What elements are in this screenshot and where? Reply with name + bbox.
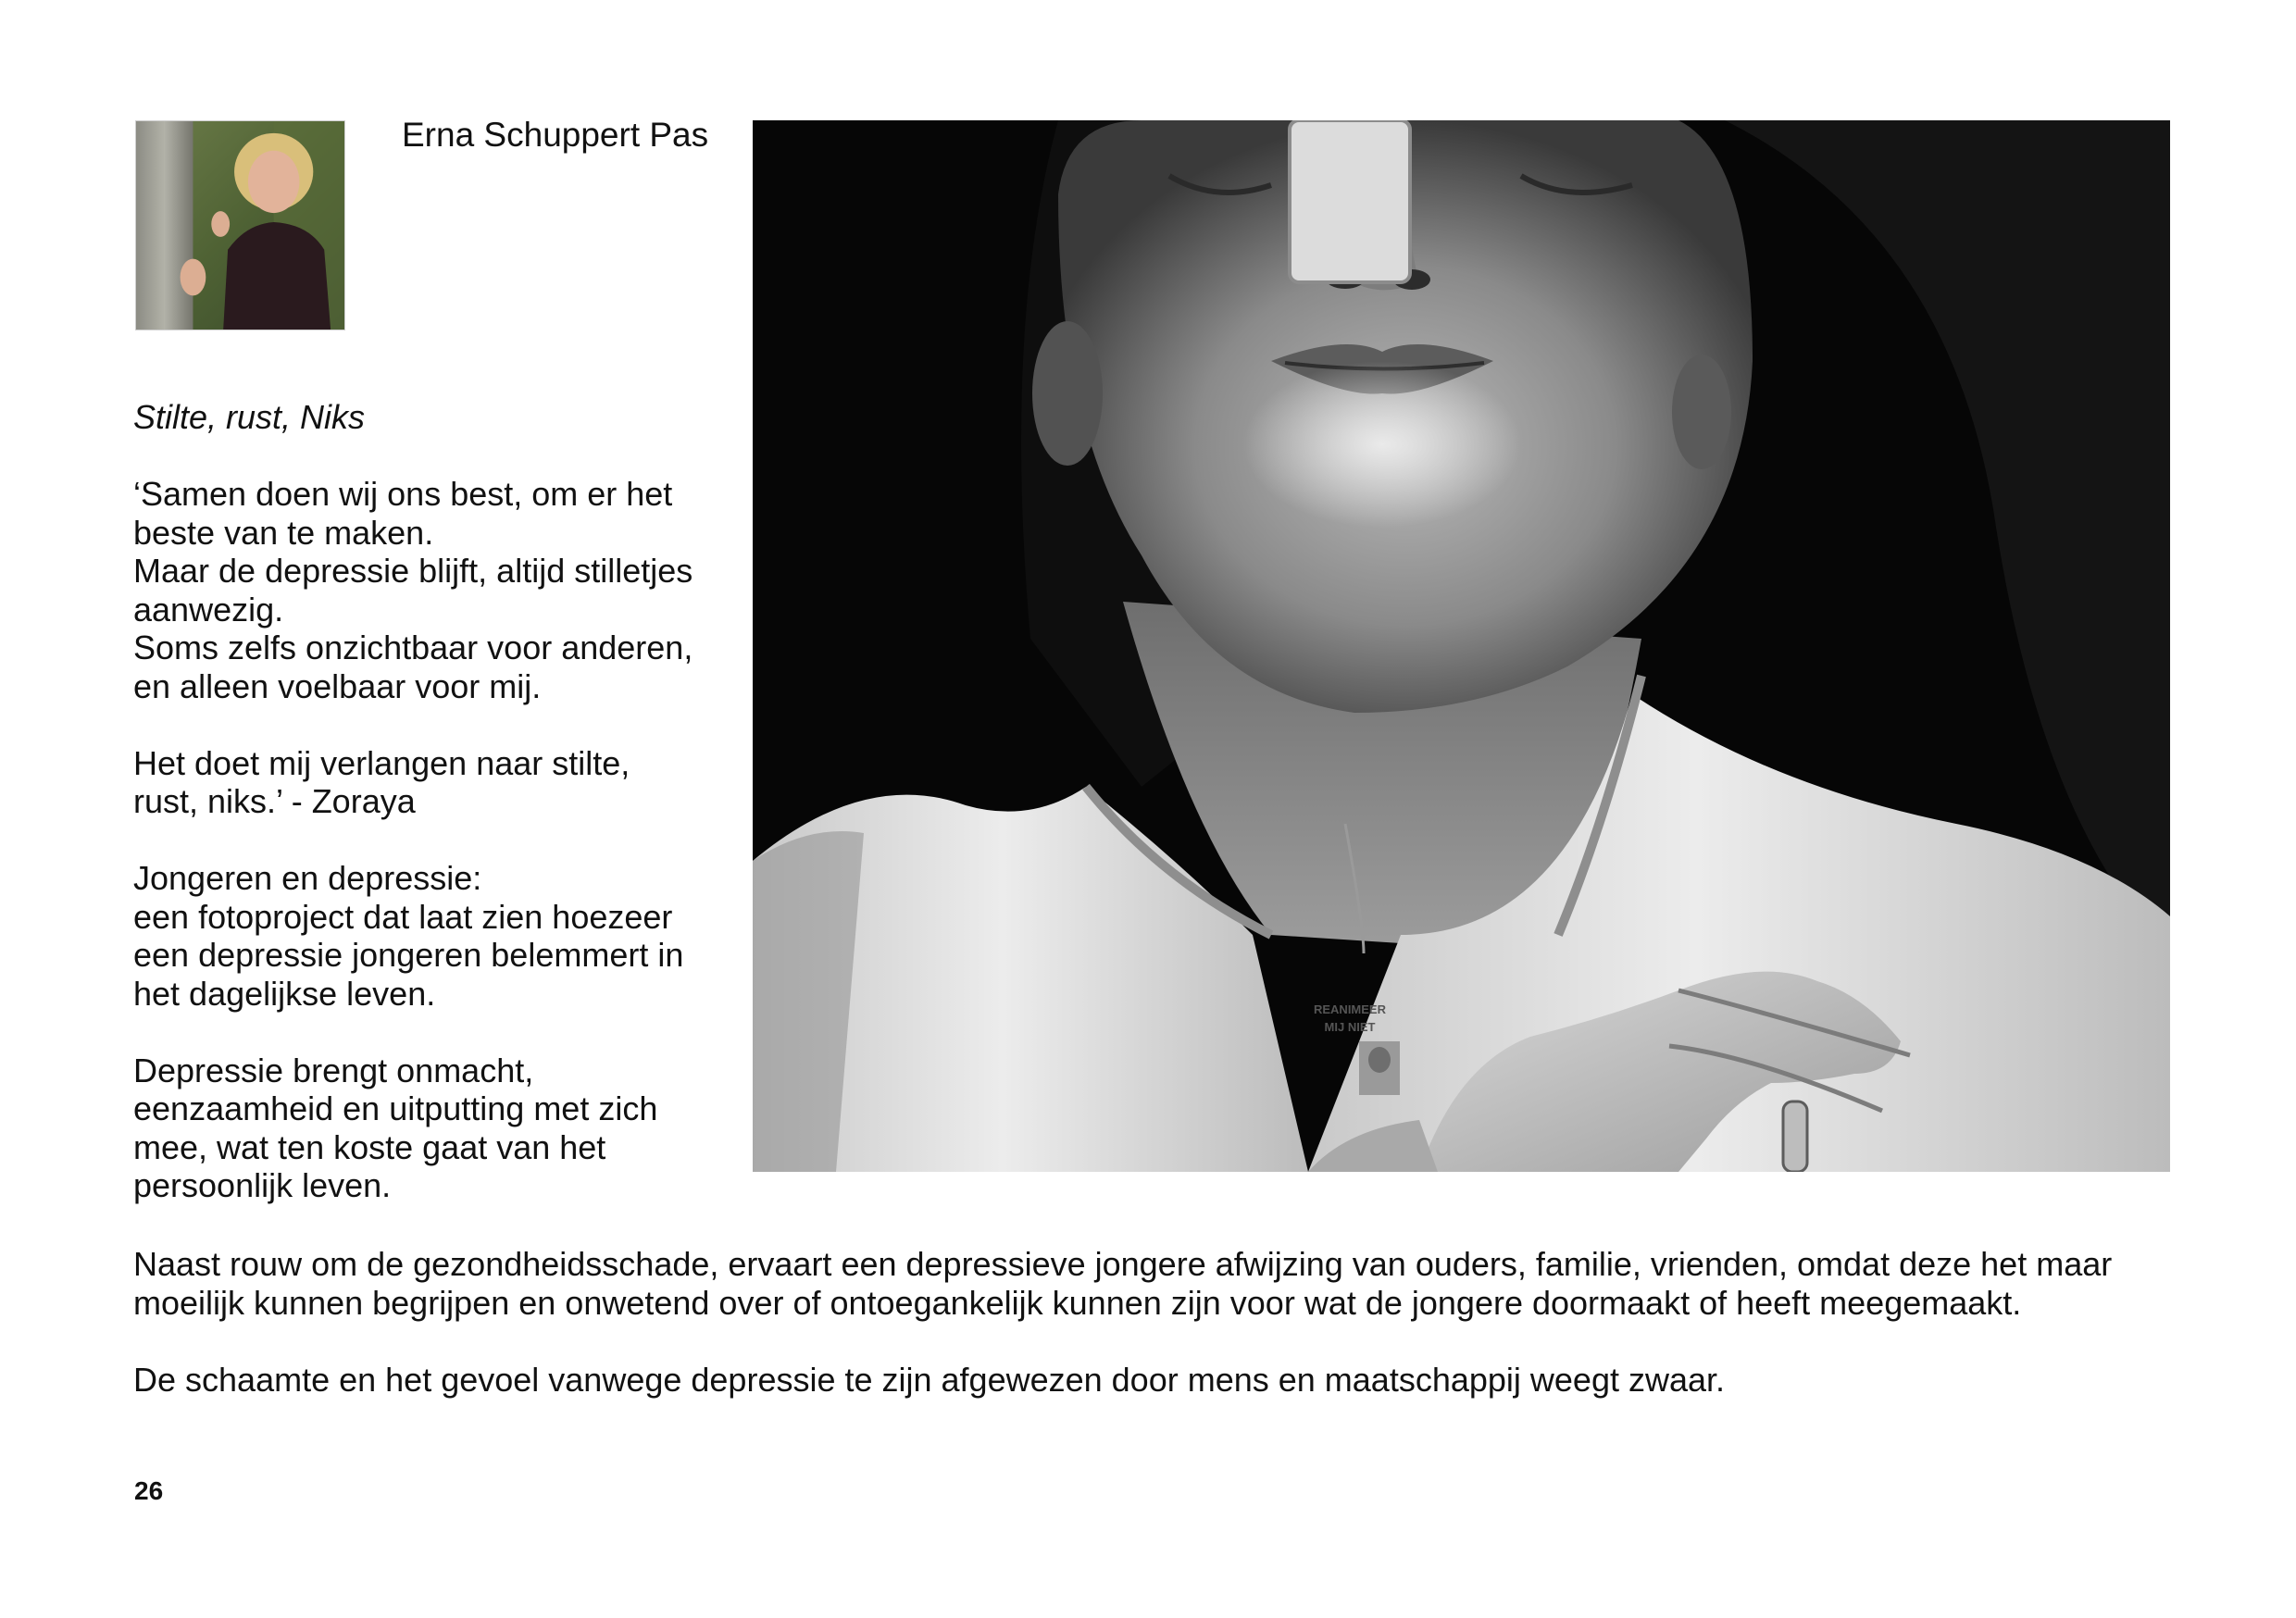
left-text-column <box>133 398 735 1243</box>
text-line: Jongeren en depressie: <box>133 859 482 897</box>
text-line: een depressie jongeren belemmert in <box>133 936 684 974</box>
body-paragraph-1 <box>133 1245 2198 1322</box>
page-number: 26 <box>134 1476 164 1505</box>
text-line: De schaamte en het gevoel vanwege depressie te zijn afgewezen door mens en maatschappij weegt zwaar. <box>133 1360 1726 1399</box>
text-line: Naast rouw om de gezondheidsschade, ervaart een depressieve jongere afwijzing van ouders, familie, vrienden, omdat deze het maar <box>133 1245 2113 1283</box>
body-text <box>133 1245 2198 1438</box>
text-line: het dagelijkse leven. <box>133 974 436 1013</box>
text-line: Maar de depressie blijft, altijd stilletjes <box>133 552 693 590</box>
badge-text-line2: MIJ NIET <box>1324 1020 1376 1034</box>
text-line: beste van te maken. <box>133 513 434 552</box>
text-line: moeilijk kunnen begrijpen en onwetend over of ontoegankelijk kunnen zijn voor wat de jongere doormaakt of heeft meegemaakt. <box>133 1283 2022 1322</box>
text-line: een fotoproject dat laat zien hoezeer <box>133 897 673 936</box>
poem-stanza-1 <box>133 475 735 705</box>
poem-title: Stilte, rust, Niks <box>133 398 366 436</box>
text-line: ‘Samen doen wij ons best, om er het <box>133 475 673 513</box>
text-line: en alleen voelbaar voor mij. <box>133 666 542 705</box>
text-line: Depressie brengt onmacht, <box>133 1051 534 1089</box>
badge-text-line1: REANIMEER <box>1313 1002 1387 1016</box>
body-paragraph-2 <box>133 1361 2198 1400</box>
text-line: Soms zelfs onzichtbaar voor anderen, <box>133 629 693 666</box>
text-line: eenzaamheid en uitputting met zich <box>133 1089 658 1127</box>
text-line: rust, niks.’ - Zoraya <box>133 782 416 820</box>
author-portrait-image <box>135 120 345 330</box>
author-name: Erna Schuppert Pas <box>402 116 709 154</box>
text-line: Het doet mij verlangen naar stilte, <box>133 743 630 782</box>
text-line: mee, wat ten koste gaat van het <box>133 1127 606 1166</box>
poem-stanza-2 <box>133 744 735 821</box>
poem-stanza-4 <box>133 1052 735 1205</box>
text-line: persoonlijk leven. <box>133 1166 392 1204</box>
text-line: aanwezig. <box>133 590 284 629</box>
poem-stanza-3 <box>133 859 735 1013</box>
main-photograph <box>753 120 2170 1172</box>
